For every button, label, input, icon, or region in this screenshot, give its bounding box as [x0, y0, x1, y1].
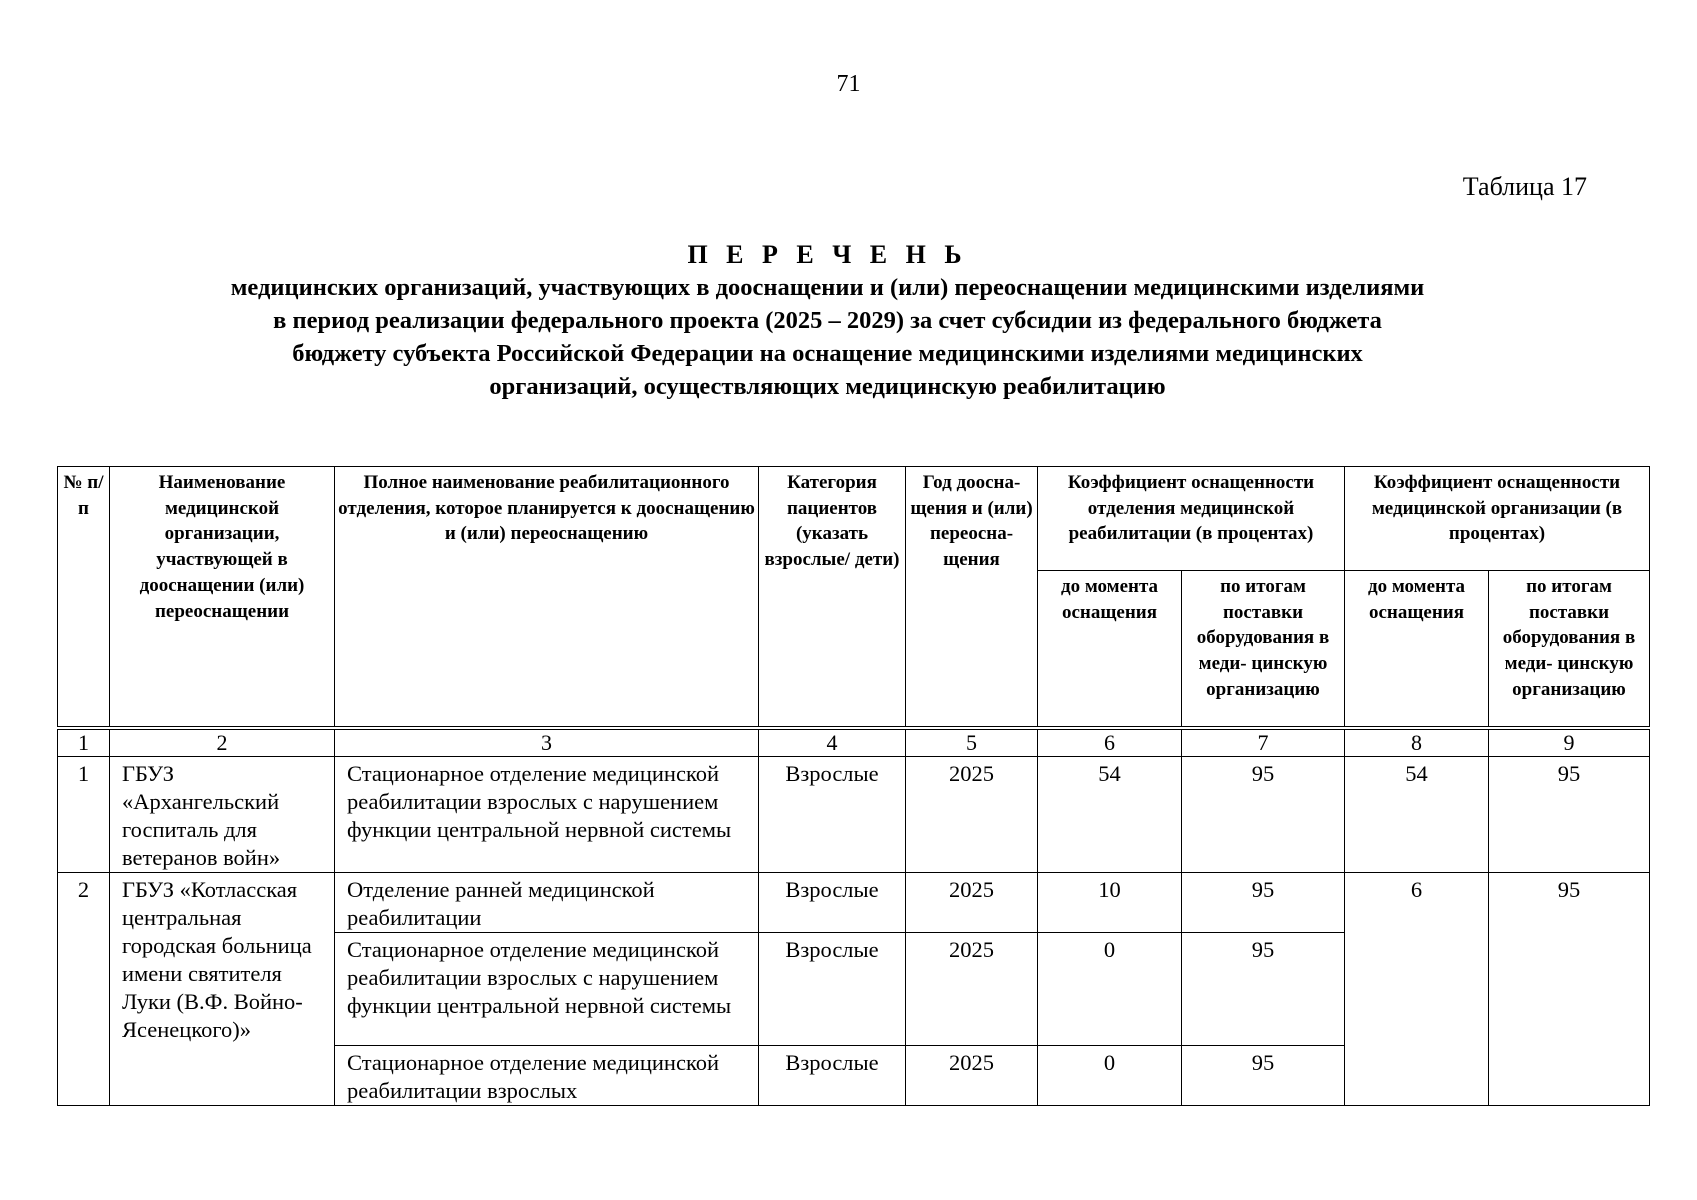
column-number: 7: [1182, 728, 1345, 757]
org-name: ГБУЗ «Котласская центральная городская больница имени святителя Луки (В.Ф. Войно-Ясенецкого)»: [110, 873, 335, 1106]
dept-coef-before: 54: [1038, 757, 1182, 873]
row-number: 2: [58, 873, 110, 1106]
document-title: [0, 238, 1655, 403]
header-org-after: по итогам поставки оборудования в меди- цинскую организацию: [1489, 571, 1650, 729]
header-dept-before: до момента оснащения: [1038, 571, 1182, 729]
column-number: 3: [335, 728, 759, 757]
organizations-table: [57, 466, 1650, 1106]
patient-category: Взрослые: [759, 757, 906, 873]
dept-coef-after: 95: [1182, 1046, 1345, 1106]
header-org-before: до момента оснащения: [1345, 571, 1489, 729]
header-year: Год доосна- щения и (или) переосна- щения: [906, 467, 1038, 729]
equip-year: 2025: [906, 757, 1038, 873]
header-dept-after: по итогам поставки оборудования в меди- цинскую организацию: [1182, 571, 1345, 729]
page-number: 71: [836, 71, 861, 97]
department-name: Стационарное отделение медицинской реабилитации взрослых: [335, 1046, 759, 1106]
department-name: Стационарное отделение медицинской реабилитации взрослых с нарушением функции центральной нервной системы: [335, 933, 759, 1046]
title-line: в период реализации федерального проекта (2025 – 2029) за счет субсидии из федерального бюджета: [273, 307, 1382, 334]
org-coef-after: 95: [1489, 757, 1650, 873]
table-row: [58, 757, 1650, 873]
column-number: 8: [1345, 728, 1489, 757]
equip-year: 2025: [906, 1046, 1038, 1106]
column-number: 4: [759, 728, 906, 757]
patient-category: Взрослые: [759, 933, 906, 1046]
department-name: Отделение ранней медицинской реабилитации: [335, 873, 759, 933]
dept-coef-after: 95: [1182, 757, 1345, 873]
column-number: 5: [906, 728, 1038, 757]
equip-year: 2025: [906, 873, 1038, 933]
row-number: 1: [58, 757, 110, 873]
dept-coef-before: 10: [1038, 873, 1182, 933]
column-number: 1: [58, 728, 110, 757]
org-coef-before: 54: [1345, 757, 1489, 873]
title-line: бюджету субъекта Российской Федерации на оснащение медицинскими изделиями медицинских: [292, 340, 1363, 367]
header-coef-org: Коэффициент оснащенности медицинской организации (в процентах): [1345, 467, 1650, 571]
header-category: Категория пациентов (указать взрослые/ дети): [759, 467, 906, 729]
dept-coef-after: 95: [1182, 933, 1345, 1046]
column-number: 9: [1489, 728, 1650, 757]
org-coef-before: 6: [1345, 873, 1489, 1106]
org-coef-after: 95: [1489, 873, 1650, 1106]
patient-category: Взрослые: [759, 873, 906, 933]
header-coef-dept: Коэффициент оснащенности отделения медицинской реабилитации (в процентах): [1038, 467, 1345, 571]
header-org: Наименование медицинской организации, участвующей в дооснащении (или) переоснащении: [110, 467, 335, 729]
table-row: [58, 873, 1650, 933]
department-name: Стационарное отделение медицинской реабилитации взрослых с нарушением функции центральной нервной системы: [335, 757, 759, 873]
dept-coef-before: 0: [1038, 933, 1182, 1046]
dept-coef-after: 95: [1182, 873, 1345, 933]
title-heading: П Е Р Е Ч Е Н Ь: [687, 240, 968, 269]
title-line: организаций, осуществляющих медицинскую реабилитацию: [489, 373, 1166, 400]
column-number: 2: [110, 728, 335, 757]
dept-coef-before: 0: [1038, 1046, 1182, 1106]
header-dept: Полное наименование реабилитационного отделения, которое планируется к дооснащению и (или) переоснащению: [335, 467, 759, 729]
header-num: № п/п: [58, 467, 110, 729]
column-number: 6: [1038, 728, 1182, 757]
title-line: медицинских организаций, участвующих в дооснащении и (или) переоснащении медицинскими изделиями: [230, 274, 1425, 301]
table-label: Таблица 17: [1462, 172, 1587, 201]
column-number-row: [58, 728, 1650, 757]
org-name: ГБУЗ «Архангельский госпиталь для ветеранов войн»: [110, 757, 335, 873]
equip-year: 2025: [906, 933, 1038, 1046]
patient-category: Взрослые: [759, 1046, 906, 1106]
